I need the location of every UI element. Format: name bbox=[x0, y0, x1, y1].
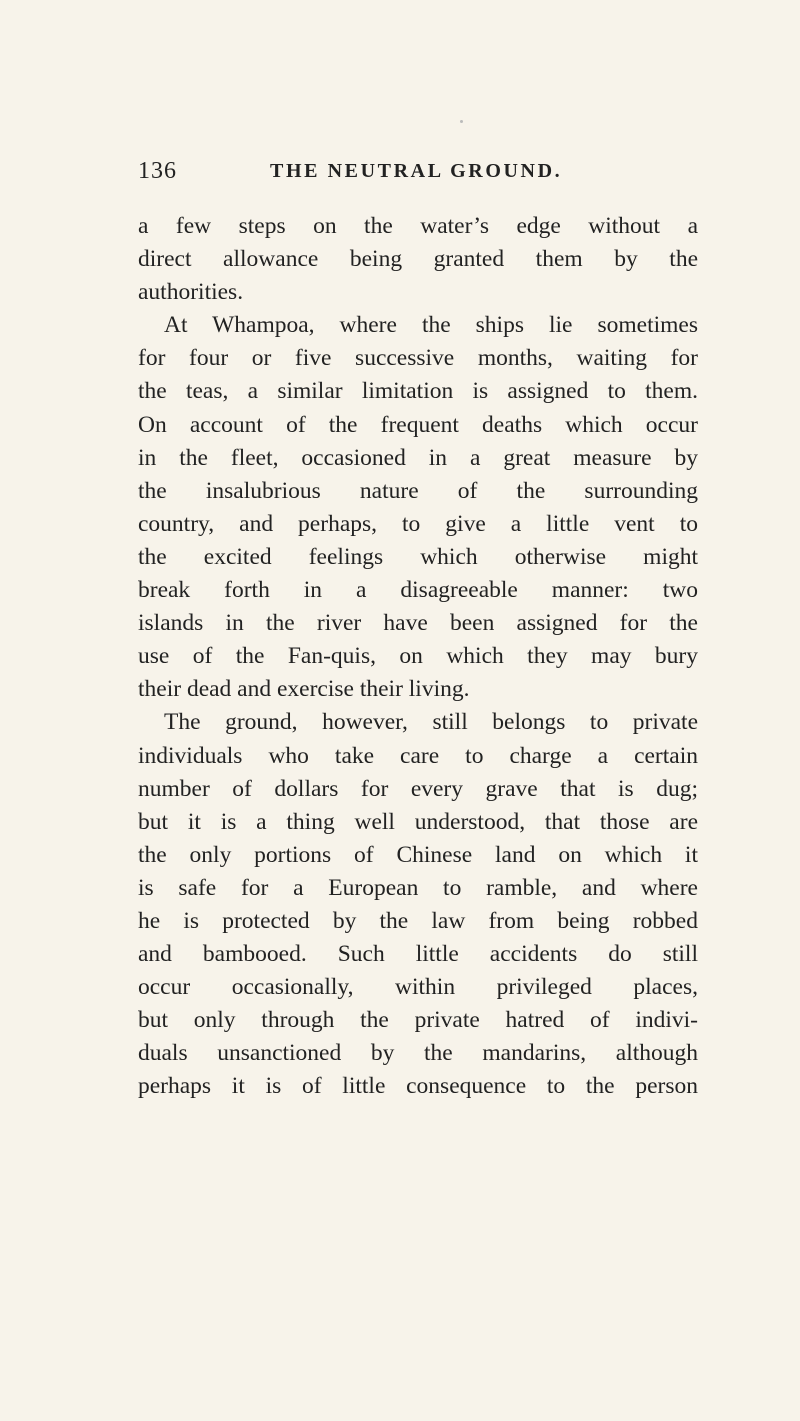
page-header bbox=[138, 158, 698, 198]
page-speck bbox=[460, 120, 463, 123]
text-line: use of the Fan-quis, on which they may bury bbox=[138, 643, 698, 670]
text-line: the teas, a similar limitation is assigned to them. bbox=[138, 378, 698, 405]
text-line: number of dollars for every grave that is dug; bbox=[138, 775, 698, 802]
text-line: duals unsanctioned by the mandarins, although bbox=[138, 1040, 698, 1067]
text-line: islands in the river have been assigned for the bbox=[138, 610, 698, 637]
running-head: THE NEUTRAL GROUND. bbox=[270, 160, 563, 182]
text-line: authorities. bbox=[138, 279, 244, 306]
text-line: country, and perhaps, to give a little vent to bbox=[138, 510, 698, 537]
text-line: but it is a thing well understood, that those are bbox=[138, 808, 698, 835]
text-line: direct allowance being granted them by the bbox=[138, 246, 698, 273]
text-line: and bambooed. Such little accidents do still bbox=[138, 941, 698, 968]
page-number: 136 bbox=[138, 158, 177, 184]
text-line: the excited feelings which otherwise might bbox=[138, 543, 698, 570]
body-text bbox=[138, 210, 698, 1104]
text-line: the only portions of Chinese land on which it bbox=[138, 841, 698, 868]
text-line: perhaps it is of little consequence to the person bbox=[138, 1073, 698, 1100]
text-line: occur occasionally, within privileged places, bbox=[138, 974, 698, 1001]
text-line: but only through the private hatred of indivi- bbox=[138, 1007, 698, 1034]
text-line: their dead and exercise their living. bbox=[138, 676, 470, 703]
text-line: a few steps on the water’s edge without a bbox=[138, 213, 698, 239]
text-line: the insalubrious nature of the surrounding bbox=[138, 477, 698, 504]
text-line: for four or five successive months, waiting for bbox=[138, 345, 698, 372]
text-line: break forth in a disagreeable manner: two bbox=[138, 577, 698, 604]
text-line: The ground, however, still belongs to private bbox=[164, 709, 698, 736]
text-line: is safe for a European to ramble, and where bbox=[138, 874, 698, 901]
text-line: individuals who take care to charge a certain bbox=[138, 742, 698, 769]
text-line: in the fleet, occasioned in a great measure by bbox=[138, 444, 698, 471]
text-line: On account of the frequent deaths which occur bbox=[138, 411, 698, 438]
text-line: he is protected by the law from being robbed bbox=[138, 907, 698, 934]
text-line: At Whampoa, where the ships lie sometimes bbox=[164, 312, 698, 339]
